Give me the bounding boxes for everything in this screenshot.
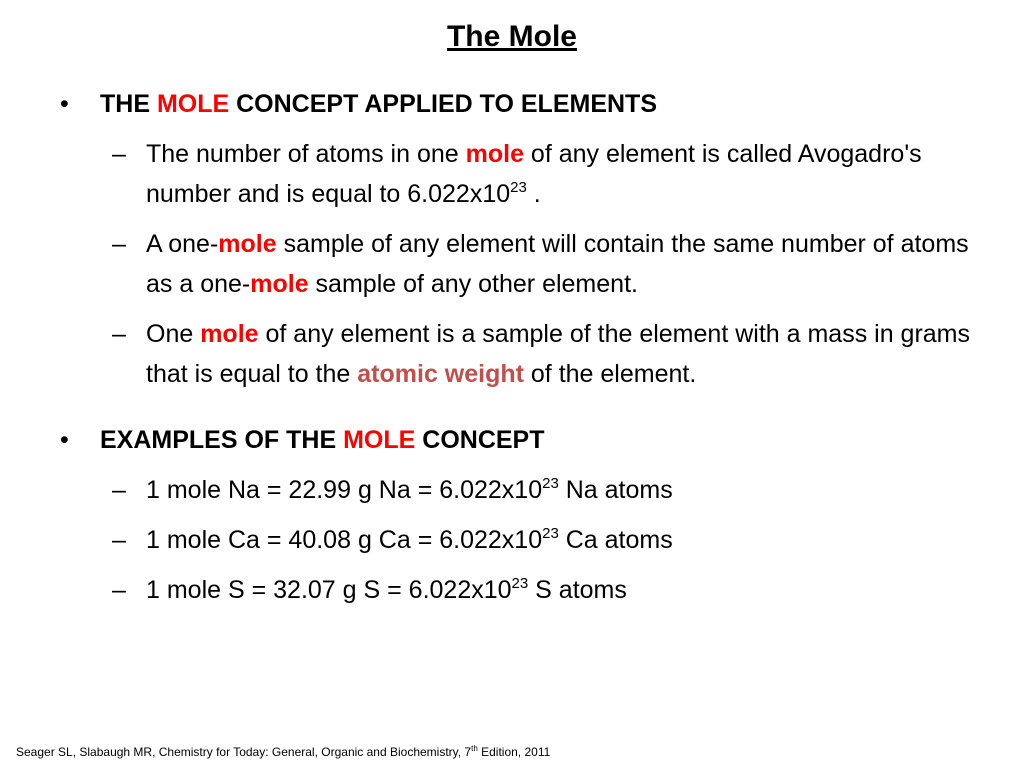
section-heading-examples: • EXAMPLES OF THE MOLE CONCEPT — [60, 420, 970, 460]
bullet-icon: • — [60, 426, 69, 454]
dash-icon: – — [112, 320, 126, 348]
dash-icon: – — [112, 476, 126, 504]
list-item-avogadro: – The number of atoms in one mole of any element is called Avogadro's number and is equal to $6.022x10^{23}$ . — [60, 134, 970, 214]
example-sulfur: – 1 mole S = 32.07 g $S = 6.022x10^{23}$ S atoms — [60, 570, 970, 610]
slide-title: The Mole — [446, 20, 577, 53]
highlight-mole: MOLE — [156, 90, 230, 118]
highlight-mole: mole — [250, 270, 309, 298]
highlight-mole: mole — [218, 230, 277, 258]
dash-icon: – — [112, 576, 126, 604]
example-calcium: – 1 mole Ca = 40.08 g $Ca = 6.022x10^{23}$ Ca atoms — [60, 520, 970, 560]
list-item-atomic-weight: – One mole of any element is a sample of the element with a mass in grams that is equal to the atomic weight of the element. — [60, 314, 970, 394]
citation-footer: Seager SL, Slabaugh MR, Chemistry for Today: General, Organic and Biochemistry, 7th Edition, 2011 — [16, 744, 551, 759]
section-heading-elements: • THE MOLE CONCEPT APPLIED TO ELEMENTS — [60, 84, 970, 124]
dash-icon: – — [112, 230, 126, 258]
dash-icon: – — [112, 140, 126, 168]
highlight-mole: mole — [465, 140, 524, 168]
highlight-mole: MOLE — [343, 426, 416, 454]
slide-content — [60, 84, 970, 610]
highlight-atomic-weight: atomic weight — [357, 360, 524, 388]
example-sodium: – 1 mole Na = 22.99 g $Na = 6.022x10^{23}$ Na atoms — [60, 470, 970, 510]
list-item-one-mole-sample: – A one-mole sample of any element will contain the same number of atoms as a one-mole sample of any other element. — [60, 224, 970, 304]
dash-icon: – — [112, 526, 126, 554]
highlight-mole: mole — [200, 320, 259, 348]
bullet-icon: • — [60, 90, 69, 118]
